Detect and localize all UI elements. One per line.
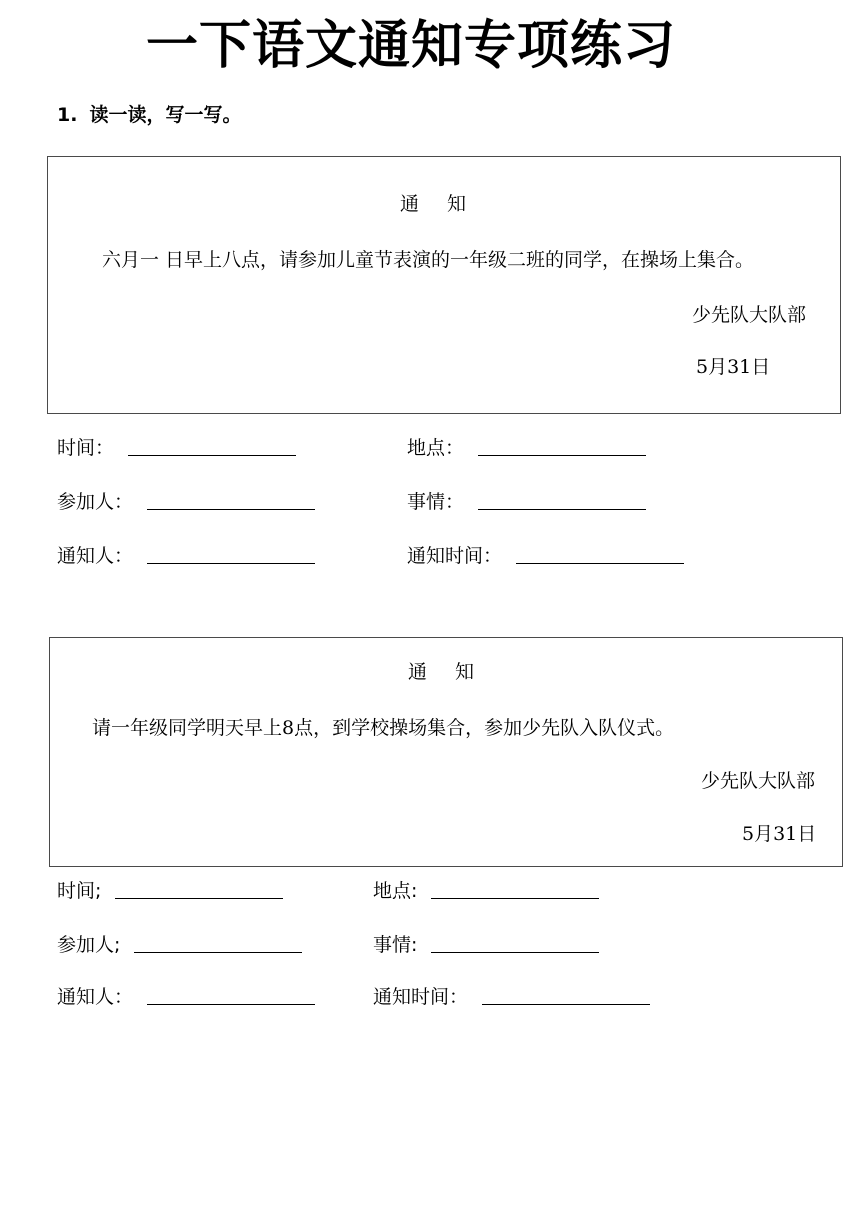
question-instruction: 读一读，写一写。 (89, 104, 242, 126)
question-1 (57, 103, 241, 127)
field-label: 通知时间： (407, 545, 503, 567)
field-notifier-1 (57, 544, 315, 568)
answer-blank[interactable] (478, 454, 646, 456)
notice-heading (408, 657, 474, 684)
field-place-1 (407, 436, 646, 460)
field-matter-1 (407, 490, 646, 514)
notice-heading-right: 知 (447, 193, 467, 215)
answer-blank[interactable] (516, 562, 684, 564)
answer-blank[interactable] (431, 897, 599, 899)
notice-body: 请一年级同学明天早上8点，到学校操场集合，参加少先队入队仪式。 (92, 717, 675, 739)
field-label: 通知时间： (373, 986, 469, 1008)
field-label: 时间; (57, 880, 102, 902)
field-matter-2 (373, 933, 599, 957)
answer-blank[interactable] (482, 1003, 650, 1005)
field-notifier-2 (57, 985, 315, 1009)
field-place-2 (373, 879, 599, 903)
field-label: 时间： (57, 437, 115, 459)
field-notice-time-2 (373, 985, 650, 1009)
field-label: 参加人： (57, 491, 134, 513)
worksheet-title: 一下语文通知专项练习 (146, 15, 677, 76)
field-label: 地点： (407, 437, 465, 459)
field-label: 事情: (373, 934, 418, 956)
notice-heading (400, 189, 466, 216)
field-label: 事情： (407, 491, 465, 513)
field-participants-2 (57, 933, 302, 957)
answer-blank[interactable] (478, 508, 646, 510)
notice-heading-left: 通 (408, 661, 428, 683)
field-label: 通知人： (57, 545, 134, 567)
notice-heading-left: 通 (400, 193, 420, 215)
field-label: 参加人; (57, 934, 121, 956)
answer-blank[interactable] (128, 454, 296, 456)
answer-blank[interactable] (147, 508, 315, 510)
field-label: 通知人： (57, 986, 134, 1008)
field-participants-1 (57, 490, 315, 514)
notice-heading-right: 知 (455, 661, 475, 683)
answer-blank[interactable] (147, 1003, 315, 1005)
notice-date: 5月31日 (742, 823, 817, 845)
question-number: 1. (57, 104, 78, 126)
notice-date: 5月31日 (696, 356, 771, 378)
answer-blank[interactable] (431, 951, 599, 953)
field-notice-time-1 (407, 544, 684, 568)
field-time-2 (57, 879, 283, 903)
notice-signature: 少先队大队部 (692, 304, 807, 326)
answer-blank[interactable] (147, 562, 315, 564)
answer-blank[interactable] (134, 951, 302, 953)
notice-signature: 少先队大队部 (701, 770, 816, 792)
notice-body: 六月一 日早上八点，请参加儿童节表演的一年级二班的同学，在操场上集合。 (102, 249, 755, 271)
notice-box-2 (49, 637, 843, 867)
answer-blank[interactable] (115, 897, 283, 899)
field-time-1 (57, 436, 296, 460)
notice-box-1 (47, 156, 841, 414)
field-label: 地点: (373, 880, 418, 902)
